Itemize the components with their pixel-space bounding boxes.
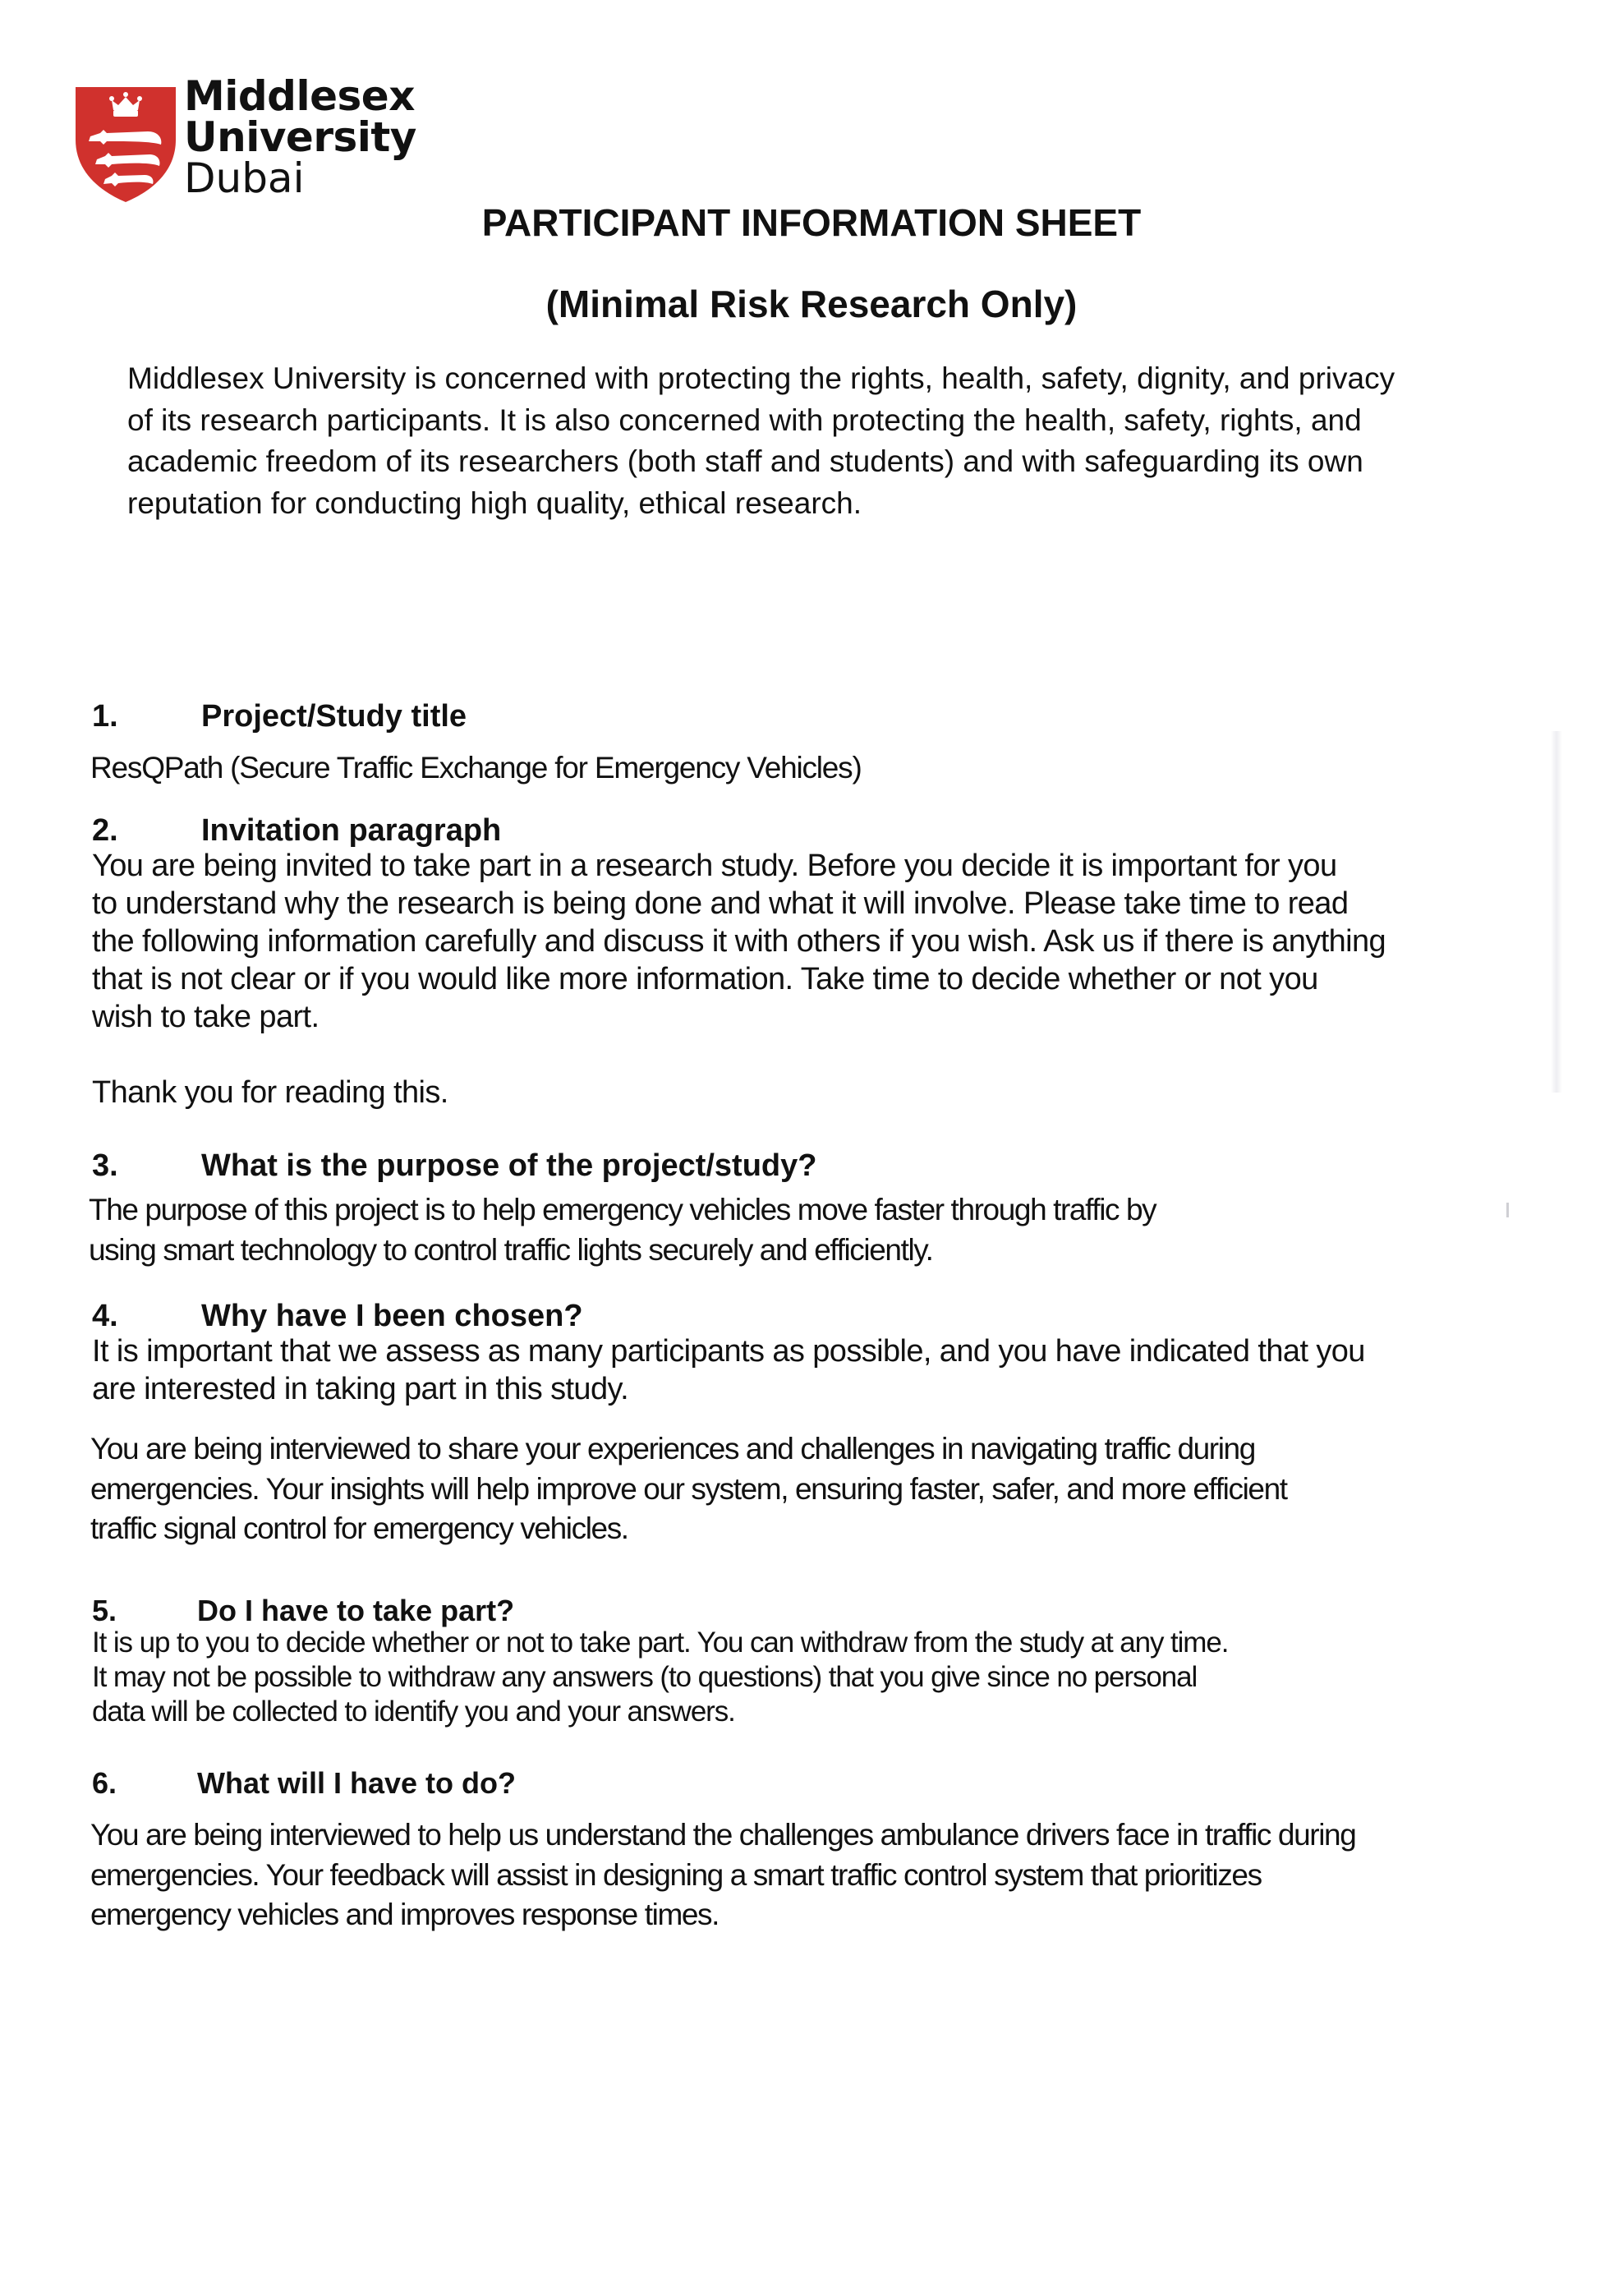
section-6-body — [90, 1815, 1355, 1935]
university-logo-shield — [72, 82, 179, 204]
section-number: 5. — [92, 1594, 117, 1627]
body-line: data will be collected to identify you and your answers. — [92, 1696, 735, 1728]
section-title: Why have I been chosen? — [201, 1299, 583, 1333]
body-line: The purpose of this project is to help emergency vehicles move faster through traffic by — [89, 1193, 1156, 1226]
body-line: that is not clear or if you would like more information. Take time to decide whether or not you — [92, 962, 1318, 996]
body-line: wish to take part. — [92, 1000, 320, 1034]
body-line: are interested in taking part in this study. — [92, 1372, 629, 1406]
study-title-text: ResQPath (Secure Traffic Exchange for Emergency Vehicles) — [90, 751, 862, 785]
intro-line: of its research participants. It is also concerned with protecting the health, safety, rights, and — [127, 403, 1362, 437]
section-3-body — [89, 1190, 1156, 1270]
body-line: It is up to you to decide whether or not to take part. You can withdraw from the study at any time. — [92, 1627, 1229, 1659]
body-line: You are being invited to take part in a research study. Before you decide it is important for you — [92, 849, 1337, 883]
page-title: PARTICIPANT INFORMATION SHEET — [481, 201, 1142, 244]
body-line: It is important that we assess as many participants as possible, and you have indicated that you — [92, 1334, 1365, 1369]
section-5-heading — [92, 1593, 514, 1629]
body-line: emergencies. Your insights will help improve our system, ensuring faster, safer, and more efficient — [90, 1471, 1287, 1506]
page-subtitle: (Minimal Risk Research Only) — [545, 283, 1078, 325]
university-logo-text — [184, 72, 416, 202]
section-number: 2. — [92, 813, 118, 848]
body-line: You are being interviewed to share your experiences and challenges in navigating traffic during — [90, 1432, 1255, 1465]
logo-line-dubai: Dubai — [184, 154, 305, 202]
section-number: 3. — [92, 1148, 118, 1183]
section-title: What will I have to do? — [197, 1766, 517, 1800]
section-number: 6. — [92, 1766, 117, 1800]
section-4-body — [92, 1332, 1365, 1408]
section-2-heading — [92, 812, 501, 849]
body-line: Thank you for reading this. — [92, 1075, 448, 1110]
section-3-heading — [92, 1148, 816, 1184]
shield-crown-seaxes-icon — [72, 82, 179, 204]
body-line: It may not be possible to withdraw any answers (to questions) that you give since no personal — [92, 1661, 1198, 1693]
section-5-body — [92, 1626, 1228, 1729]
body-line: to understand why the research is being done and what it will involve. Please take time to read — [92, 886, 1349, 921]
body-line: traffic signal control for emergency vehicles. — [90, 1511, 628, 1545]
section-number: 1. — [92, 699, 118, 734]
section-1-body — [90, 748, 862, 789]
scan-mark — [1506, 1203, 1509, 1217]
section-title: Project/Study title — [201, 699, 467, 734]
body-line: the following information carefully and discuss it with others if you wish. Ask us if there is anything — [92, 924, 1386, 959]
intro-line: Middlesex University is concerned with protecting the rights, health, safety, dignity, and privacy — [127, 361, 1395, 395]
section-4-body-2 — [90, 1429, 1287, 1549]
section-1-heading — [92, 698, 467, 734]
logo-line-university: University — [184, 113, 416, 161]
logo-line-middlesex: Middlesex — [184, 72, 415, 120]
section-6-heading — [92, 1765, 516, 1801]
intro-line: academic freedom of its researchers (both staff and students) and with safeguarding its own — [127, 444, 1363, 478]
body-line: using smart technology to control traffic lights securely and efficiently. — [89, 1232, 933, 1267]
scan-shadow-divider — [1551, 731, 1562, 1093]
section-2-body — [92, 847, 1386, 1036]
intro-paragraph — [127, 358, 1497, 524]
section-title: Do I have to take part? — [197, 1594, 515, 1627]
section-2-thanks — [92, 1074, 448, 1111]
body-line: emergency vehicles and improves response times. — [90, 1898, 720, 1931]
body-line: You are being interviewed to help us understand the challenges ambulance drivers face in traffic during — [90, 1818, 1356, 1852]
section-number: 4. — [92, 1299, 118, 1333]
intro-line: reputation for conducting high quality, ethical research. — [127, 485, 862, 520]
body-line: emergencies. Your feedback will assist in designing a smart traffic control system that prioritizes — [90, 1857, 1262, 1892]
section-4-heading — [92, 1298, 583, 1334]
section-title: Invitation paragraph — [201, 813, 502, 848]
section-title: What is the purpose of the project/study? — [201, 1148, 817, 1183]
